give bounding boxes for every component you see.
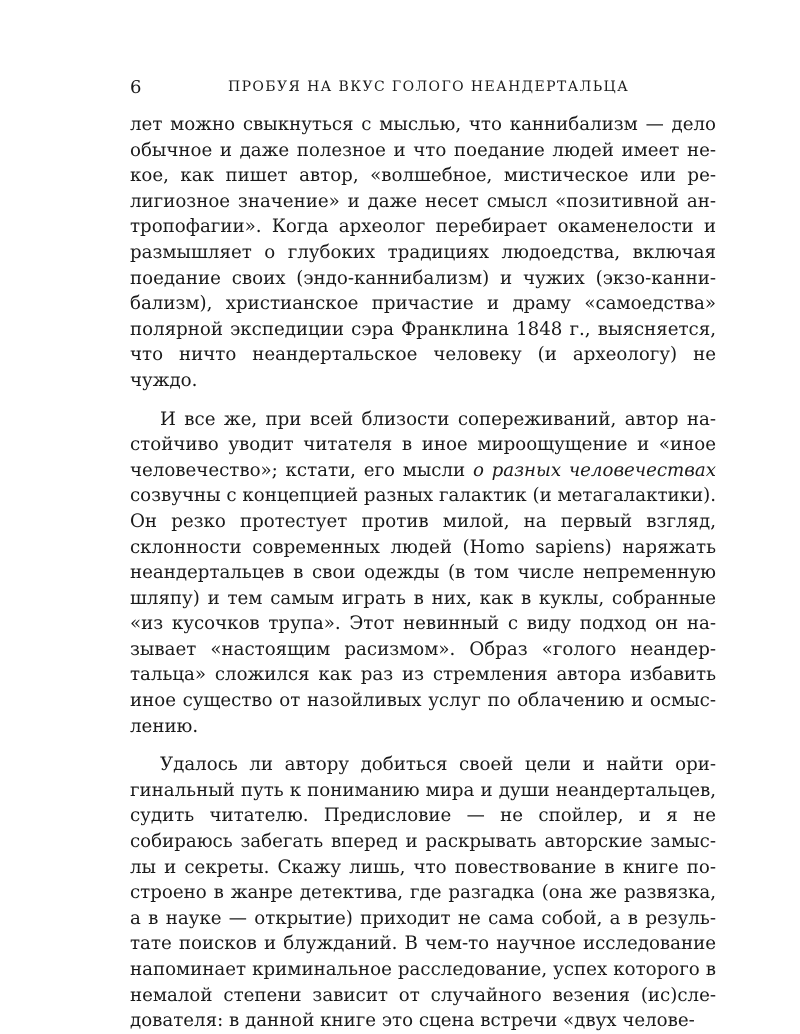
paragraph-2-end: созвучны с концепцией разных галактик (и метагалактики). Он резко протестует против милой, на первый взгляд, склонности современных людей (Homo sapiens) наряжать неандертальцев в свои одежды (в том числе непременную шляпу) и тем самым играть в них, как в куклы, собранные «из кусочков трупа». Этот невинный с виду подход он называет «настоящим расизмом». Образ «голого неандертальца» сложился как раз из стремления автора избавить иное существо от назойливых услуг по облачению и осмыслению.	[130, 485, 716, 737]
page-number: 6	[130, 77, 142, 98]
body-text	[130, 112, 716, 1034]
paragraph-2-italic: о разных человечествах	[472, 459, 716, 481]
running-title: ПРОБУЯ НА ВКУС ГОЛОГО НЕАНДЕРТАЛЬЦА	[228, 79, 630, 95]
paragraph-2	[130, 407, 716, 740]
paragraph-2-start: И все же, при всей близости сопереживаний, автор настойчиво уводит читателя в иное мироощущение и «иное человечество»; кстати, его мысли	[130, 408, 716, 481]
running-head	[0, 77, 800, 101]
paragraph-3: Удалось ли автору добиться своей цели и найти оригинальный путь к пониманию мира и души неандертальцев, судить читателю. Предисловие — не спойлер, и я не собираюсь забегать вперед и раскрывать авторские замыслы и секреты. Скажу лишь, что повествование в книге построено в жанре детектива, где разгадка (она же развязка, а в науке — открытие) приходит не сама собой, а в результате поисков и блужданий. В чем-то научное исследование напоминает криминальное расследование, успех которого в немалой степени зависит от случайного везения (ис)следователя: в данной книге это сцена встречи «двух челове-	[130, 754, 716, 1032]
paragraph-1: лет можно свыкнуться с мыслью, что каннибализм — дело обычное и даже полезное и что поедание людей имеет некое, как пишет автор, «волшебное, мистическое или религиозное значение» и даже несет смысл «позитивной антропофагии». Когда археолог перебирает окаменелости и размышляет о глубоких традициях людоедства, включая поедание своих (эндо-каннибализм) и чужих (экзо-каннибализм), христианское причастие и драму «самоедства» полярной экспедиции сэра Франклина 1848 г., выясняется, что ничто неандертальское человеку (и археологу) не чуждо.	[130, 114, 716, 391]
